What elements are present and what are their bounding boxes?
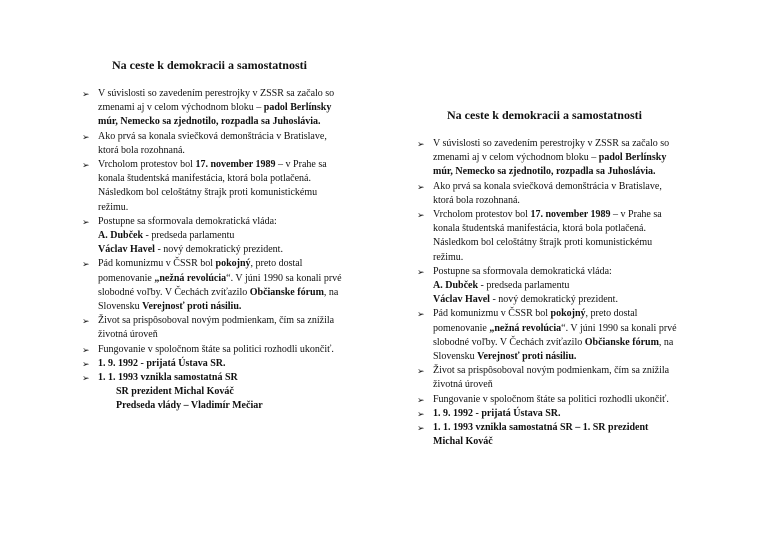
bold-text: 1. 1. 1993 vznikla samostatná SR (98, 372, 238, 384)
text-span: Následkom bol celoštátny štrajk proti komunistickému (433, 237, 653, 249)
document-title: Na ceste k demokracii a samostatnosti (112, 58, 307, 72)
bold-text: Verejnosť proti násiliu. (477, 351, 577, 363)
text-span: konala študentská manifestácia, ktorá bola potlačená. (98, 173, 311, 185)
text-span: - nový demokratický prezident. (489, 294, 618, 306)
text-line (98, 115, 380, 129)
arrow-bullet-icon: ➢ (82, 160, 90, 171)
bold-text: „nežná revolúcia (154, 272, 227, 284)
text-span: ktorá bola rozohnaná. (433, 194, 520, 206)
text-line (98, 144, 380, 158)
text-line (98, 243, 380, 257)
bold-text: múr, Nemecko sa zjednotilo, rozpadla sa Juhoslávia. (433, 166, 656, 178)
text-span: Ako prvá sa konala sviečková demonštrácia v Bratislave, (98, 130, 327, 142)
arrow-bullet-icon: ➢ (417, 266, 425, 277)
text-span: pomenovanie (98, 272, 155, 284)
list-item (80, 371, 380, 414)
text-span: režimu. (433, 251, 464, 263)
bullet-list (415, 137, 715, 449)
arrow-bullet-icon: ➢ (417, 210, 425, 221)
text-span: Život sa prispôsoboval novým podmienkam, čím sa znížila (433, 365, 670, 377)
text-span: Následkom bol celoštátny štrajk proti komunistickému (98, 187, 318, 199)
list-item (80, 215, 380, 258)
text-line (433, 222, 715, 236)
text-line (433, 236, 715, 250)
text-line (98, 186, 380, 200)
text-span: Pád komunizmu v ČSSR bol (98, 258, 216, 270)
text-line (98, 257, 380, 271)
text-span: Pád komunizmu v ČSSR bol (433, 308, 551, 320)
text-span: Vrcholom protestov bol (98, 159, 196, 171)
text-span: Slovensku (433, 351, 478, 363)
text-line (433, 151, 715, 165)
text-span: Vrcholom protestov bol (433, 209, 531, 221)
text-line (433, 393, 715, 407)
text-span: , preto dostal (250, 258, 303, 270)
text-line (433, 251, 715, 265)
text-line (433, 137, 715, 151)
list-item (415, 137, 715, 180)
text-span: Fungovanie v spoločnom štáte sa politici rozhodli ukončiť. (433, 393, 669, 405)
left-column (80, 58, 380, 414)
text-line (98, 399, 380, 413)
bold-text: Václav Havel (433, 294, 490, 306)
text-line (98, 314, 380, 328)
text-line (98, 87, 380, 101)
text-span: , na (323, 286, 339, 298)
list-item (415, 421, 715, 449)
arrow-bullet-icon: ➢ (417, 423, 425, 434)
bold-text: pokojný (215, 258, 251, 270)
text-line (98, 286, 380, 300)
bold-text: A. Dubček (98, 230, 144, 242)
text-line (98, 343, 380, 357)
document-title: Na ceste k demokracii a samostatnosti (447, 108, 642, 122)
bold-text: 1. 1. 1993 vznikla samostatná SR – 1. SR prezident (433, 422, 649, 434)
text-line (433, 208, 715, 222)
bold-text: Predseda vlády – Vladimír Mečiar (116, 400, 263, 412)
text-span: - predseda parlamentu (143, 230, 235, 242)
bold-text: Verejnosť proti násiliu. (142, 301, 242, 313)
bold-text: Občianske fórum (249, 286, 324, 298)
text-line (433, 165, 715, 179)
right-column (415, 108, 715, 449)
text-span: životná úroveň (98, 329, 158, 341)
bold-text: pokojný (550, 308, 586, 320)
list-item (80, 314, 380, 342)
text-line (433, 364, 715, 378)
list-item (415, 180, 715, 208)
text-span: slobodné voľby. V Čechách zvíťazilo (433, 336, 585, 348)
bold-text: múr, Nemecko sa zjednotilo, rozpadla sa Juhoslávia. (98, 116, 321, 128)
bullet-list (80, 87, 380, 414)
text-line (98, 201, 380, 215)
arrow-bullet-icon: ➢ (82, 216, 90, 227)
bold-text: padol Berlínsky (263, 102, 332, 114)
text-span: – v Prahe sa (610, 209, 662, 221)
text-line (98, 158, 380, 172)
list-item (415, 407, 715, 421)
text-span: zmenami aj v celom východnom bloku – (433, 152, 599, 164)
arrow-bullet-icon: ➢ (82, 131, 90, 142)
text-line (98, 272, 380, 286)
text-line (433, 293, 715, 307)
bold-text: Občianske fórum (584, 336, 659, 348)
text-span: V súvislosti so zavedením perestrojky v ZSSR sa začalo so (98, 88, 335, 99)
bold-text: Michal Kováč (433, 436, 493, 448)
text-line (98, 300, 380, 314)
text-line (433, 407, 715, 421)
text-span: , na (658, 336, 674, 348)
text-span: pomenovanie (433, 322, 490, 334)
text-span: ktorá bola rozohnaná. (98, 144, 185, 156)
text-line (433, 336, 715, 350)
text-span: Postupne sa sformovala demokratická vláda: (98, 215, 277, 227)
arrow-bullet-icon: ➢ (417, 181, 425, 192)
bold-text: Václav Havel (98, 244, 155, 256)
list-item (415, 307, 715, 364)
arrow-bullet-icon: ➢ (82, 358, 90, 369)
list-item (415, 208, 715, 265)
text-line (433, 435, 715, 449)
text-span: Život sa prispôsoboval novým podmienkam, čím sa znížila (98, 315, 335, 327)
text-span: – v Prahe sa (275, 159, 327, 171)
list-item (415, 393, 715, 407)
list-item (80, 130, 380, 158)
text-line (433, 265, 715, 279)
text-line (433, 421, 715, 435)
arrow-bullet-icon: ➢ (82, 316, 90, 327)
bold-text: „nežná revolúcia (489, 322, 562, 334)
text-line (98, 357, 380, 371)
text-span: životná úroveň (433, 379, 493, 391)
text-line (433, 279, 715, 293)
text-line (433, 350, 715, 364)
text-line (98, 130, 380, 144)
arrow-bullet-icon: ➢ (417, 408, 425, 419)
text-span: Postupne sa sformovala demokratická vláda: (433, 265, 612, 277)
text-line (98, 215, 380, 229)
text-line (433, 194, 715, 208)
text-span: Fungovanie v spoločnom štáte sa politici rozhodli ukončiť. (98, 343, 334, 355)
text-span: režimu. (98, 201, 129, 213)
arrow-bullet-icon: ➢ (82, 89, 90, 99)
text-span: “. V júni 1990 sa konali prvé (226, 272, 342, 284)
list-item (80, 158, 380, 215)
text-line (98, 101, 380, 115)
text-line (433, 180, 715, 194)
text-span: , preto dostal (585, 308, 638, 320)
arrow-bullet-icon: ➢ (417, 309, 425, 320)
bold-text: SR prezident Michal Kováč (116, 386, 234, 398)
list-item (415, 265, 715, 308)
arrow-bullet-icon: ➢ (82, 344, 90, 355)
text-span: slobodné voľby. V Čechách zvíťazilo (98, 286, 250, 298)
bold-text: A. Dubček (433, 280, 479, 292)
arrow-bullet-icon: ➢ (417, 366, 425, 377)
list-item (415, 364, 715, 392)
bold-text: 17. november 1989 (530, 209, 611, 221)
text-line (98, 328, 380, 342)
bold-text: 17. november 1989 (195, 159, 276, 171)
arrow-bullet-icon: ➢ (417, 394, 425, 405)
arrow-bullet-icon: ➢ (82, 373, 90, 384)
text-line (98, 229, 380, 243)
text-span: “. V júni 1990 sa konali prvé (561, 322, 677, 334)
text-line (433, 322, 715, 336)
text-span: V súvislosti so zavedením perestrojky v ZSSR sa začalo so (433, 138, 670, 149)
arrow-bullet-icon: ➢ (82, 259, 90, 270)
list-item (80, 87, 380, 130)
bold-text: 1. 9. 1992 - prijatá Ústava SR. (98, 357, 226, 369)
bold-text: 1. 9. 1992 - prijatá Ústava SR. (433, 407, 561, 419)
text-span: Ako prvá sa konala sviečková demonštrácia v Bratislave, (433, 180, 662, 192)
text-line (98, 385, 380, 399)
list-item (80, 257, 380, 314)
list-item (80, 343, 380, 357)
bold-text: padol Berlínsky (598, 152, 667, 164)
text-line (433, 378, 715, 392)
text-line (98, 172, 380, 186)
text-line (98, 371, 380, 385)
text-span: konala študentská manifestácia, ktorá bola potlačená. (433, 223, 646, 235)
text-span: zmenami aj v celom východnom bloku – (98, 102, 264, 114)
list-item (80, 357, 380, 371)
text-line (433, 307, 715, 321)
arrow-bullet-icon: ➢ (417, 139, 425, 149)
text-span: - nový demokratický prezident. (154, 244, 283, 256)
text-span: - predseda parlamentu (478, 280, 570, 292)
text-span: Slovensku (98, 301, 143, 313)
